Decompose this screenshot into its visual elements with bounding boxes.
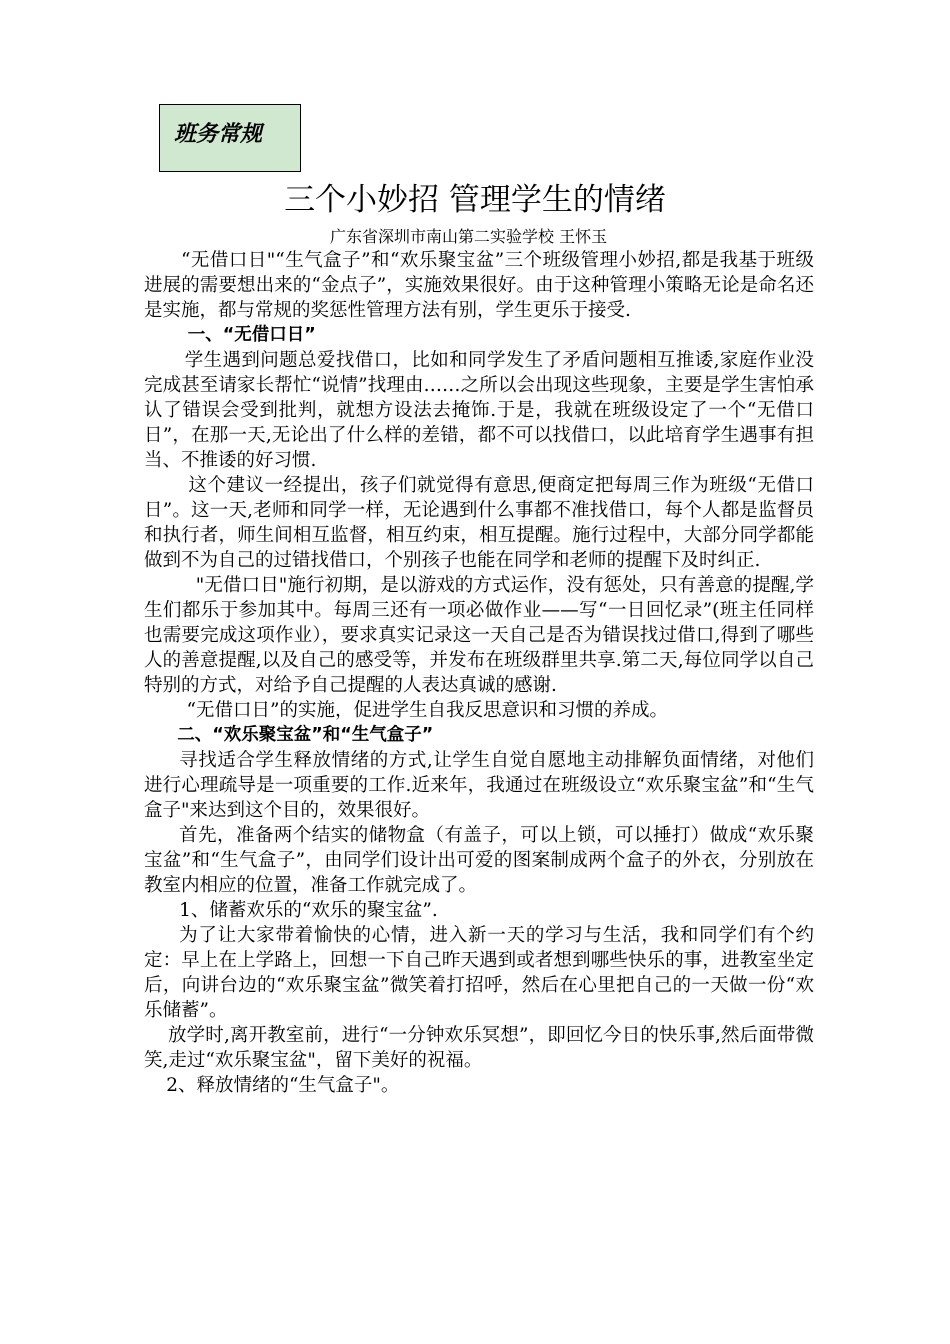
paragraph: 放学时,离开教室前，进行“一分钟欢乐冥想”，即回忆今日的快乐事,然后面带微笑,走过“欢乐聚宝盆"，留下美好的祝福。 — [144, 1025, 814, 1071]
paragraph: 这个建议一经提出，孩子们就觉得有意思,便商定把每周三作为班级“无借口日”。这一天,老师和同学一样，无论遇到什么事都不准找借口，每个人都是监督员和执行者，师生间相互监督，相互约束，相互提醒。施行过程中，大部分同学都能做到不为自己的过错找借口，个别孩子也能在同学和老师的提醒下及时纠正. — [144, 475, 814, 571]
section-heading: 二、“欢乐聚宝盆”和“生气盒子” — [177, 725, 434, 745]
paragraph: 首先，准备两个结实的储物盒（有盖子，可以上锁，可以捶打）做成“欢乐聚宝盆”和“生气盒子”，由同学们设计出可爱的图案制成两个盒子的外衣，分别放在教室内相应的位置，准备工作就完成了。 — [144, 825, 814, 896]
category-label: 班务常规 — [174, 122, 263, 147]
paragraph: 2、释放情绪的“生气盒子"。 — [166, 1075, 400, 1096]
paragraph: “无借口日”的实施，促进学生自我反思意识和习惯的养成。 — [186, 700, 668, 721]
paragraph: 学生遇到问题总爱找借口，比如和同学发生了矛盾问题相互推诿,家庭作业没完成甚至请家长帮忙“说情”找理由……之所以会出现这些现象，主要是学生害怕承认了错误会受到批判，就想方设法去掩饰.于是，我就在班级设定了一个“无借口日”，在那一天,无论出了什么样的差错，都不可以找借口，以此培育学生遇事有担当、不推诿的好习惯. — [144, 350, 814, 471]
paragraph: 为了让大家带着愉快的心情，进入新一天的学习与生活，我和同学们有个约定：早上在上学路上，回想一下自己昨天遇到或者想到哪些快乐的事，进教室坐定后，向讲台边的“欢乐聚宝盆”微笑着打招呼，然后在心里把自己的一天做一份“欢乐储蓄”。 — [144, 925, 814, 1021]
paragraph: 寻找适合学生释放情绪的方式,让学生自觉自愿地主动排解负面情绪，对他们进行心理疏导是一项重要的工作.近来年，我通过在班级设立“欢乐聚宝盆”和“生气盒子"来达到这个目的，效果很好。 — [144, 750, 814, 821]
category-label-box — [159, 104, 301, 172]
section-heading: 一、“无借口日” — [187, 325, 316, 345]
paragraph: “无借口日"“生气盒子”和“欢乐聚宝盆”三个班级管理小妙招,都是我基于班级进展的需要想出来的“金点子”，实施效果很好。由于这种管理小策略无论是命名还是实施，都与常规的奖惩性管理方法有别，学生更乐于接受. — [144, 250, 814, 321]
article-title: 三个小妙招 管理学生的情绪 — [284, 182, 666, 218]
article-body — [144, 248, 814, 1098]
paragraph: 1、储蓄欢乐的“欢乐的聚宝盆”. — [179, 900, 438, 921]
author-byline: 广东省深圳市南山第二实验学校 王怀玉 — [330, 227, 608, 246]
paragraph: "无借口日"施行初期，是以游戏的方式运作，没有惩处，只有善意的提醒,学生们都乐于参加其中。每周三还有一项必做作业——写“一日回忆录”(班主任同样也需要完成这项作业），要求真实记录这一天自己是否为错误找过借口,得到了哪些人的善意提醒,以及自己的感受等，并发布在班级群里共享.第二天,每位同学以自己特别的方式，对给予自己提醒的人表达真诚的感谢. — [144, 575, 814, 696]
